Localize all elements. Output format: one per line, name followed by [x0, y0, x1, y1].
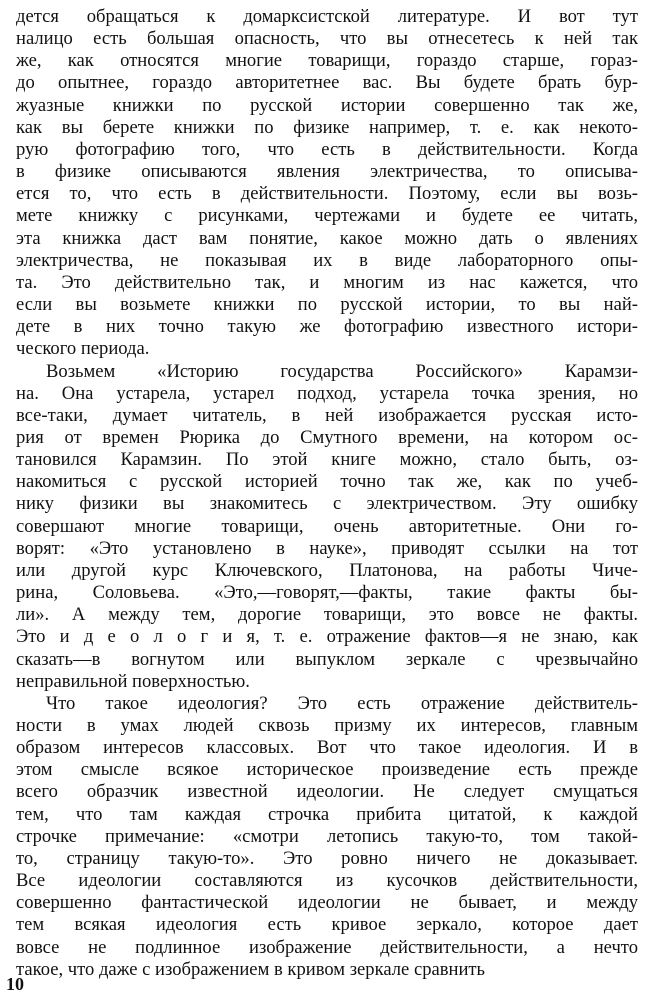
text-line: совершенно фантастической идеологии не бывает, и между [16, 892, 638, 914]
text-line: если вы возьмете книжки по русской истории, то вы най- [16, 294, 638, 316]
text-line: мете книжку с рисунками, чертежами и будете ее читать, [16, 205, 638, 227]
text-line: Возьмем «Историю государства Российского» Карамзи- [46, 360, 638, 382]
text-line: строчке примечание: «смотри летопись такую-то, том такой- [16, 825, 638, 847]
text-line: электричества, не показывая их в виде лабораторного опы- [16, 249, 638, 271]
text-line: нику физики вы знакомитесь с электричеством. Эту ошибку [16, 493, 638, 515]
text-line: ли». А между тем, дорогие товарищи, это вовсе не факты. [16, 604, 638, 626]
page-number: 10 [6, 974, 24, 994]
text-line: как вы берете книжки по физике например, т. е. как некото- [16, 116, 638, 138]
text-line: такое, что даже с изображением в кривом зеркале сравнить [16, 958, 486, 980]
text-line: Это и д е о л о г и я, т. е. отражение фактов—я не знаю, как [16, 626, 638, 648]
text-line: налицо есть большая опасность, что вы отнесетесь к ней так [16, 28, 638, 50]
text-line: дется обращаться к домарксистской литературе. И вот тут [16, 6, 638, 27]
text-line: Все идеологии составляются из кусочков действительности, [16, 870, 638, 892]
text-line: же, как относятся многие товарищи, гораздо старше, гораз- [16, 50, 638, 72]
text-line: жуазные книжки по русской истории совершенно так же, [16, 94, 638, 116]
text-line: рина, Соловьева. «Это,—говорят,—факты, такие факты бы- [16, 582, 638, 604]
text-line: все-таки, думает читатель, в ней изображается русская исто- [16, 404, 638, 426]
text-line: или другой курс Ключевского, Платонова, на работы Чиче- [16, 559, 638, 581]
body-text [16, 6, 638, 981]
text-line: дете в них точно такую же фотографию известного истори- [16, 316, 638, 338]
text-line: Что такое идеология? Это есть отражение действитель- [46, 692, 638, 714]
text-line: то, страницу такую-то». Это ровно ничего не доказывает. [16, 847, 638, 869]
text-line: образом интересов классовых. Вот что такое идеология. И в [16, 737, 638, 759]
text-line: тем всякая идеология есть кривое зеркало, которое дает [16, 914, 638, 936]
text-line: тановился Карамзин. По этой книге можно, стало быть, оз- [16, 449, 638, 471]
text-line: на. Она устарела, устарел подход, устарела точка зрения, но [16, 382, 638, 404]
text-line: в физике описываются явления электричества, то описыва- [16, 161, 638, 183]
text-line: эта книжка даст вам понятие, какое можно дать о явлениях [16, 227, 638, 249]
text-line: вовсе не подлинное изображение действительности, а нечто [16, 936, 638, 958]
text-line: до опытнее, гораздо авторитетнее вас. Вы будете брать бур- [16, 72, 638, 94]
text-line: всего образчик известной идеологии. Не следует смущаться [16, 781, 638, 803]
text-line: ворят: «Это установлено в науке», приводят ссылки на тот [16, 537, 638, 559]
text-line: тем, что там каждая строчка прибита цитатой, к каждой [16, 803, 638, 825]
text-line: ческого периода. [16, 338, 150, 360]
text-line: совершают многие товарищи, очень авторитетные. Они го- [16, 515, 638, 537]
paragraph [16, 6, 638, 361]
paragraph [16, 361, 638, 693]
text-line: ется то, что есть в действительности. Поэтому, если вы возь- [16, 183, 638, 205]
text-line: та. Это действительно так, и многим из нас кажется, что [16, 271, 638, 293]
text-line: этом смысле всякое историческое произведение есть прежде [16, 759, 638, 781]
text-line: рую фотографию того, что есть в действительности. Когда [16, 138, 638, 160]
paragraph [16, 693, 638, 981]
text-line: рия от времен Рюрика до Смутного времени, на котором ос- [16, 426, 638, 448]
text-line: накомиться с русской историей точно так же, как по учеб- [16, 471, 638, 493]
text-line: неправильной поверхностью. [16, 670, 250, 692]
text-line: сказать—в вогнутом или выпуклом зеркале с чрезвычайно [16, 648, 638, 670]
text-line: ности в умах людей сквозь призму их интересов, главным [16, 715, 638, 736]
